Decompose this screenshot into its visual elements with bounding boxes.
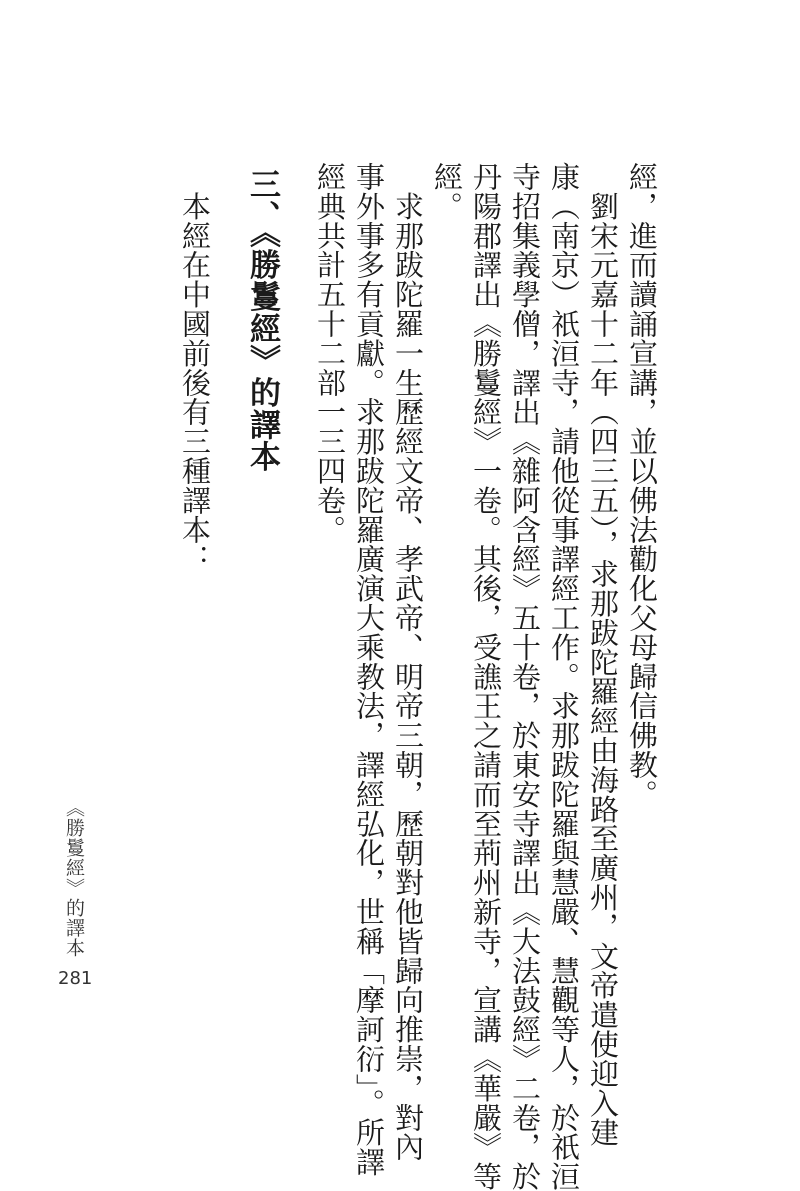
text-column-4: 寺招集義學僧，譯出《雜阿含經》五十卷，於東安寺譯出《大法鼓經》二卷，於 [508,162,542,1191]
text-column-6: 經。 [430,162,464,221]
text-column-2: 劉宋元嘉十二年（四三五），求那跋陀羅經由海路至廣州，文帝遣使迎入建 [586,162,620,1148]
page-number: 281 [58,968,93,989]
text-column-5: 丹陽郡譯出《勝鬘經》一卷。其後，受譙王之請而至荊州新寺，宣講《華嚴》等 [469,162,503,1191]
text-column-7: 求那跋陀羅一生歷經文帝、孝武帝、明帝三朝，歷朝對他皆歸向推崇，對內 [391,162,425,1162]
text-column-8: 事外事多有貢獻。求那跋陀羅廣演大乘教法，譯經弘化，世稱「摩訶衍」。所譯 [352,162,386,1177]
section-heading: 三、《勝鬘經》的譯本 [244,168,280,473]
text-column-3: 康（南京）祇洹寺，請他從事譯經工作。求那跋陀羅與慧嚴、慧觀等人，於祇洹 [547,162,581,1191]
text-column-after-heading: 本經在中國前後有三種譯本： [178,162,212,574]
text-column-1: 經，進而讀誦宣講，並以佛法勸化父母歸信佛教。 [625,162,659,809]
text-column-9: 經典共計五十二部一三四卷。 [313,162,347,545]
running-head: 《勝鬘經》的譯本 [63,798,85,958]
